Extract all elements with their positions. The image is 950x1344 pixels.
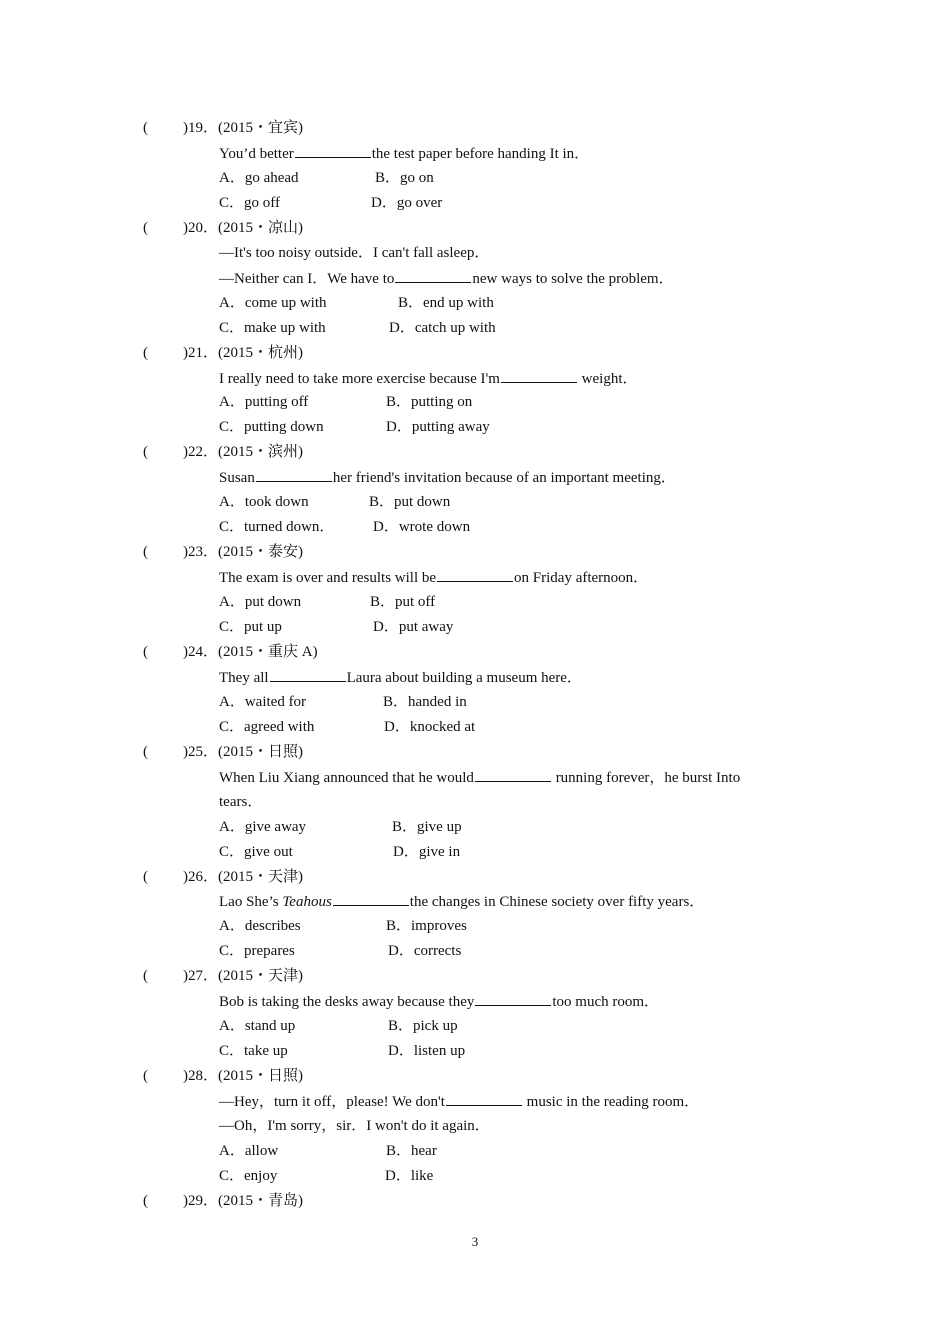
stem-text-before: Bob is taking the desks away because they <box>219 994 475 1010</box>
question-number: )26．(2015・天津) <box>183 869 303 885</box>
option-choice[interactable]: B．putting on <box>386 394 473 410</box>
option-choice[interactable]: B．give up <box>392 819 462 835</box>
option-choice[interactable]: A．allow <box>219 1143 279 1159</box>
answer-paren[interactable]: ( <box>143 444 148 460</box>
option-choice[interactable]: B．hear <box>386 1143 437 1159</box>
stem-text-before: —Hey，turn it off，please! We don't <box>219 1094 445 1110</box>
answer-blank[interactable] <box>295 143 371 158</box>
question-stem <box>219 1116 490 1136</box>
question-stem <box>219 891 704 912</box>
stem-italic-title: Teahous <box>282 894 332 910</box>
answer-blank[interactable] <box>475 991 551 1006</box>
stem-text-before: You’d better <box>219 146 294 162</box>
answer-blank[interactable] <box>333 891 409 906</box>
question-number: )21．(2015・杭州) <box>183 345 303 361</box>
question-stem <box>219 368 637 389</box>
stem-text-after: the changes in Chinese society over fifty years． <box>409 894 705 910</box>
option-choice[interactable]: A．putting off <box>219 394 309 410</box>
answer-paren[interactable]: ( <box>143 1068 148 1084</box>
option-choice[interactable]: C．turned down． <box>219 519 335 535</box>
answer-blank[interactable] <box>501 368 577 383</box>
option-choice[interactable]: C．enjoy <box>219 1168 278 1184</box>
stem-text-after: new ways to solve the problem． <box>472 271 674 287</box>
answer-blank[interactable] <box>437 567 513 582</box>
option-choice[interactable]: A．describes <box>219 918 301 934</box>
option-choice[interactable]: B．put off <box>370 594 436 610</box>
stem-text-before: They all <box>219 670 269 686</box>
stem-text: —Oh，I'm sorry，sir．I won't do it again． <box>219 1118 490 1134</box>
stem-text-after: running forever，he burst Into <box>551 770 741 786</box>
answer-blank[interactable] <box>475 767 551 782</box>
option-choice[interactable]: B．put down <box>369 494 451 510</box>
question-stem <box>219 467 676 488</box>
stem-text-before: Susan <box>219 470 255 486</box>
option-choice[interactable]: D．go over <box>371 195 443 211</box>
answer-paren[interactable]: ( <box>143 869 148 885</box>
answer-paren[interactable]: ( <box>143 544 148 560</box>
stem-text-after: Laura about building a museum here． <box>346 670 582 686</box>
answer-paren[interactable]: ( <box>143 744 148 760</box>
option-choice[interactable]: C．put up <box>219 619 282 635</box>
option-choice[interactable]: A．waited for <box>219 694 307 710</box>
stem-text-after: music in the reading room． <box>522 1094 700 1110</box>
question-number: )24．(2015・重庆 A) <box>183 644 318 660</box>
answer-blank[interactable] <box>270 667 346 682</box>
question-number: )19．(2015・宜宾) <box>183 120 303 136</box>
option-choice[interactable]: C．putting down <box>219 419 324 435</box>
stem-text-before: When Liu Xiang announced that he would <box>219 770 474 786</box>
question-stem <box>219 767 740 788</box>
question-number: )25．(2015・日照) <box>183 744 303 760</box>
option-choice[interactable]: A．stand up <box>219 1018 296 1034</box>
option-choice[interactable]: C．go off <box>219 195 280 211</box>
option-choice[interactable]: D．like <box>385 1168 434 1184</box>
question-stem <box>219 243 489 263</box>
question-number: )28．(2015・日照) <box>183 1068 303 1084</box>
option-choice[interactable]: C．agreed with <box>219 719 315 735</box>
option-choice[interactable]: A．go ahead <box>219 170 299 186</box>
stem-text: tears． <box>219 794 263 810</box>
answer-paren[interactable]: ( <box>143 644 148 660</box>
option-choice[interactable]: D．knocked at <box>384 719 476 735</box>
answer-blank[interactable] <box>446 1091 522 1106</box>
option-choice[interactable]: C．make up with <box>219 320 326 336</box>
question-stem <box>219 143 589 164</box>
answer-paren[interactable]: ( <box>143 1193 148 1209</box>
option-choice[interactable]: D．give in <box>393 844 461 860</box>
option-choice[interactable]: C．give out <box>219 844 293 860</box>
question-stem <box>219 991 659 1012</box>
option-choice[interactable]: A．took down <box>219 494 309 510</box>
option-choice[interactable]: A．put down <box>219 594 302 610</box>
stem-text-after: on Friday afternoon． <box>514 570 649 586</box>
option-choice[interactable]: D．wrote down <box>373 519 471 535</box>
question-stem <box>219 792 262 812</box>
stem-text-after: her friend's invitation because of an important meeting． <box>332 470 676 486</box>
page-number: 3 <box>471 1234 479 1249</box>
option-choice[interactable]: D．corrects <box>388 943 462 959</box>
option-choice[interactable]: B．end up with <box>398 295 494 311</box>
question-number: )22．(2015・滨州) <box>183 444 303 460</box>
option-choice[interactable]: B．improves <box>386 918 467 934</box>
stem-text-before: The exam is over and results will be <box>219 570 437 586</box>
stem-text-after: weight． <box>577 371 638 387</box>
question-number: )29．(2015・青岛) <box>183 1193 303 1209</box>
question-stem <box>219 1091 699 1112</box>
question-stem <box>219 268 674 289</box>
answer-blank[interactable] <box>395 268 471 283</box>
answer-paren[interactable]: ( <box>143 968 148 984</box>
option-choice[interactable]: D．catch up with <box>389 320 496 336</box>
option-choice[interactable]: D．putting away <box>386 419 490 435</box>
option-choice[interactable]: C．take up <box>219 1043 288 1059</box>
option-choice[interactable]: B．go on <box>375 170 434 186</box>
answer-blank[interactable] <box>256 467 332 482</box>
question-stem <box>219 667 582 688</box>
option-choice[interactable]: B．handed in <box>383 694 467 710</box>
option-choice[interactable]: C．prepares <box>219 943 295 959</box>
question-stem <box>219 567 648 588</box>
question-number: )27．(2015・天津) <box>183 968 303 984</box>
option-choice[interactable]: D．listen up <box>388 1043 466 1059</box>
stem-text-after: too much room． <box>552 994 660 1010</box>
option-choice[interactable]: A．come up with <box>219 295 327 311</box>
answer-paren[interactable]: ( <box>143 120 148 136</box>
stem-text: —It's too noisy outside．I can't fall asleep． <box>219 245 490 261</box>
option-choice[interactable]: B．pick up <box>388 1018 458 1034</box>
question-number: )20．(2015・凉山) <box>183 220 303 236</box>
question-number: )23．(2015・泰安) <box>183 544 303 560</box>
answer-paren[interactable]: ( <box>143 220 148 236</box>
stem-text-before: —Neither can I．We have to <box>219 271 395 287</box>
stem-text-before: I really need to take more exercise because I'm <box>219 371 500 387</box>
option-choice[interactable]: A．give away <box>219 819 307 835</box>
answer-paren[interactable]: ( <box>143 345 148 361</box>
option-choice[interactable]: D．put away <box>373 619 454 635</box>
stem-text-after: the test paper before handing It in． <box>371 146 590 162</box>
stem-text-before: Lao She’s <box>219 894 283 910</box>
